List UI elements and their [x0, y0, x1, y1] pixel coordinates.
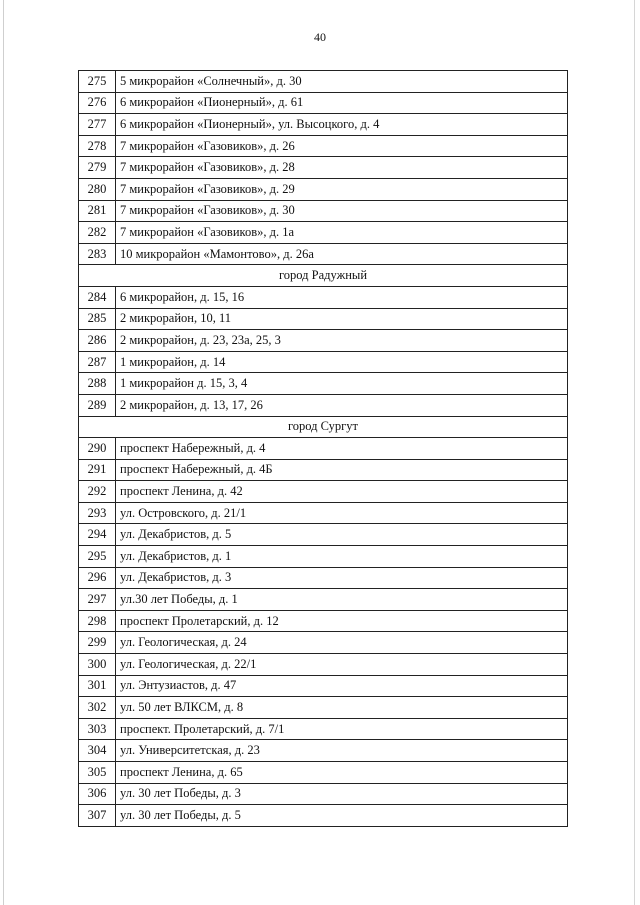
- row-address: 6 микрорайон «Пионерный», д. 61: [116, 92, 568, 114]
- scan-edge-right: [634, 0, 635, 905]
- table-row: [79, 783, 568, 805]
- row-number: 286: [79, 330, 116, 352]
- row-number: 294: [79, 524, 116, 546]
- row-number: 278: [79, 135, 116, 157]
- row-number: 279: [79, 157, 116, 179]
- row-number: 295: [79, 546, 116, 568]
- table-row: [79, 610, 568, 632]
- table-row: [79, 286, 568, 308]
- row-address: ул. Университетская, д. 23: [116, 740, 568, 762]
- row-address: ул.30 лет Победы, д. 1: [116, 589, 568, 611]
- row-number: 288: [79, 373, 116, 395]
- row-address: 7 микрорайон «Газовиков», д. 29: [116, 178, 568, 200]
- row-number: 306: [79, 783, 116, 805]
- city-section-row: [79, 416, 568, 438]
- row-number: 282: [79, 222, 116, 244]
- row-address: проспект Набережный, д. 4: [116, 438, 568, 460]
- row-address: 7 микрорайон «Газовиков», д. 28: [116, 157, 568, 179]
- row-number: 283: [79, 243, 116, 265]
- row-address: проспект Набережный, д. 4Б: [116, 459, 568, 481]
- table-row: [79, 351, 568, 373]
- table-row: [79, 92, 568, 114]
- row-address: ул. Декабристов, д. 1: [116, 546, 568, 568]
- row-number: 304: [79, 740, 116, 762]
- row-number: 277: [79, 114, 116, 136]
- address-table: [78, 70, 568, 827]
- row-address: 6 микрорайон «Пионерный», ул. Высоцкого, д. 4: [116, 114, 568, 136]
- row-address: ул. Декабристов, д. 5: [116, 524, 568, 546]
- table-row: [79, 654, 568, 676]
- table-row: [79, 502, 568, 524]
- row-number: 302: [79, 697, 116, 719]
- table-row: [79, 546, 568, 568]
- table-row: [79, 589, 568, 611]
- row-number: 293: [79, 502, 116, 524]
- row-address: ул. Островского, д. 21/1: [116, 502, 568, 524]
- table-row: [79, 222, 568, 244]
- row-number: 303: [79, 718, 116, 740]
- row-number: 301: [79, 675, 116, 697]
- row-address: ул. 30 лет Победы, д. 3: [116, 783, 568, 805]
- row-address: 7 микрорайон «Газовиков», д. 30: [116, 200, 568, 222]
- table-row: [79, 135, 568, 157]
- table-row: [79, 71, 568, 93]
- row-number: 298: [79, 610, 116, 632]
- row-address: ул. 50 лет ВЛКСМ, д. 8: [116, 697, 568, 719]
- row-number: 287: [79, 351, 116, 373]
- table-row: [79, 481, 568, 503]
- row-number: 281: [79, 200, 116, 222]
- city-section-row: [79, 265, 568, 287]
- row-address: 6 микрорайон, д. 15, 16: [116, 286, 568, 308]
- row-number: 300: [79, 654, 116, 676]
- row-number: 280: [79, 178, 116, 200]
- table-row: [79, 394, 568, 416]
- table-row: [79, 438, 568, 460]
- table-row: [79, 200, 568, 222]
- table-row: [79, 762, 568, 784]
- table-row: [79, 459, 568, 481]
- address-table-body: [79, 71, 568, 827]
- row-address: проспект Ленина, д. 65: [116, 762, 568, 784]
- table-row: [79, 157, 568, 179]
- table-row: [79, 697, 568, 719]
- row-address: 7 микрорайон «Газовиков», д. 1а: [116, 222, 568, 244]
- row-address: 2 микрорайон, д. 13, 17, 26: [116, 394, 568, 416]
- row-address: ул. Декабристов, д. 3: [116, 567, 568, 589]
- row-address: 2 микрорайон, 10, 11: [116, 308, 568, 330]
- city-section-title: город Радужный: [79, 265, 568, 287]
- row-number: 275: [79, 71, 116, 93]
- row-number: 307: [79, 805, 116, 827]
- table-row: [79, 632, 568, 654]
- row-number: 299: [79, 632, 116, 654]
- row-address: ул. 30 лет Победы, д. 5: [116, 805, 568, 827]
- row-address: ул. Энтузиастов, д. 47: [116, 675, 568, 697]
- row-number: 297: [79, 589, 116, 611]
- row-address: 1 микрорайон д. 15, 3, 4: [116, 373, 568, 395]
- row-address: 7 микрорайон «Газовиков», д. 26: [116, 135, 568, 157]
- row-address: проспект Ленина, д. 42: [116, 481, 568, 503]
- row-number: 292: [79, 481, 116, 503]
- table-row: [79, 675, 568, 697]
- table-row: [79, 805, 568, 827]
- row-number: 290: [79, 438, 116, 460]
- row-number: 296: [79, 567, 116, 589]
- table-row: [79, 178, 568, 200]
- row-address: 1 микрорайон, д. 14: [116, 351, 568, 373]
- table-row: [79, 524, 568, 546]
- table-row: [79, 740, 568, 762]
- page-number: 40: [314, 30, 326, 44]
- row-address: проспект Пролетарский, д. 12: [116, 610, 568, 632]
- row-number: 305: [79, 762, 116, 784]
- table-row: [79, 243, 568, 265]
- row-address: ул. Геологическая, д. 22/1: [116, 654, 568, 676]
- table-row: [79, 567, 568, 589]
- row-number: 291: [79, 459, 116, 481]
- row-number: 284: [79, 286, 116, 308]
- row-number: 276: [79, 92, 116, 114]
- table-row: [79, 308, 568, 330]
- table-row: [79, 114, 568, 136]
- scan-edge-left: [3, 0, 4, 905]
- table-row: [79, 718, 568, 740]
- table-row: [79, 373, 568, 395]
- row-number: 285: [79, 308, 116, 330]
- row-address: 5 микрорайон «Солнечный», д. 30: [116, 71, 568, 93]
- row-address: 2 микрорайон, д. 23, 23а, 25, 3: [116, 330, 568, 352]
- table-row: [79, 330, 568, 352]
- row-address: проспект. Пролетарский, д. 7/1: [116, 718, 568, 740]
- city-section-title: город Сургут: [79, 416, 568, 438]
- row-address: 10 микрорайон «Мамонтово», д. 26а: [116, 243, 568, 265]
- row-number: 289: [79, 394, 116, 416]
- row-address: ул. Геологическая, д. 24: [116, 632, 568, 654]
